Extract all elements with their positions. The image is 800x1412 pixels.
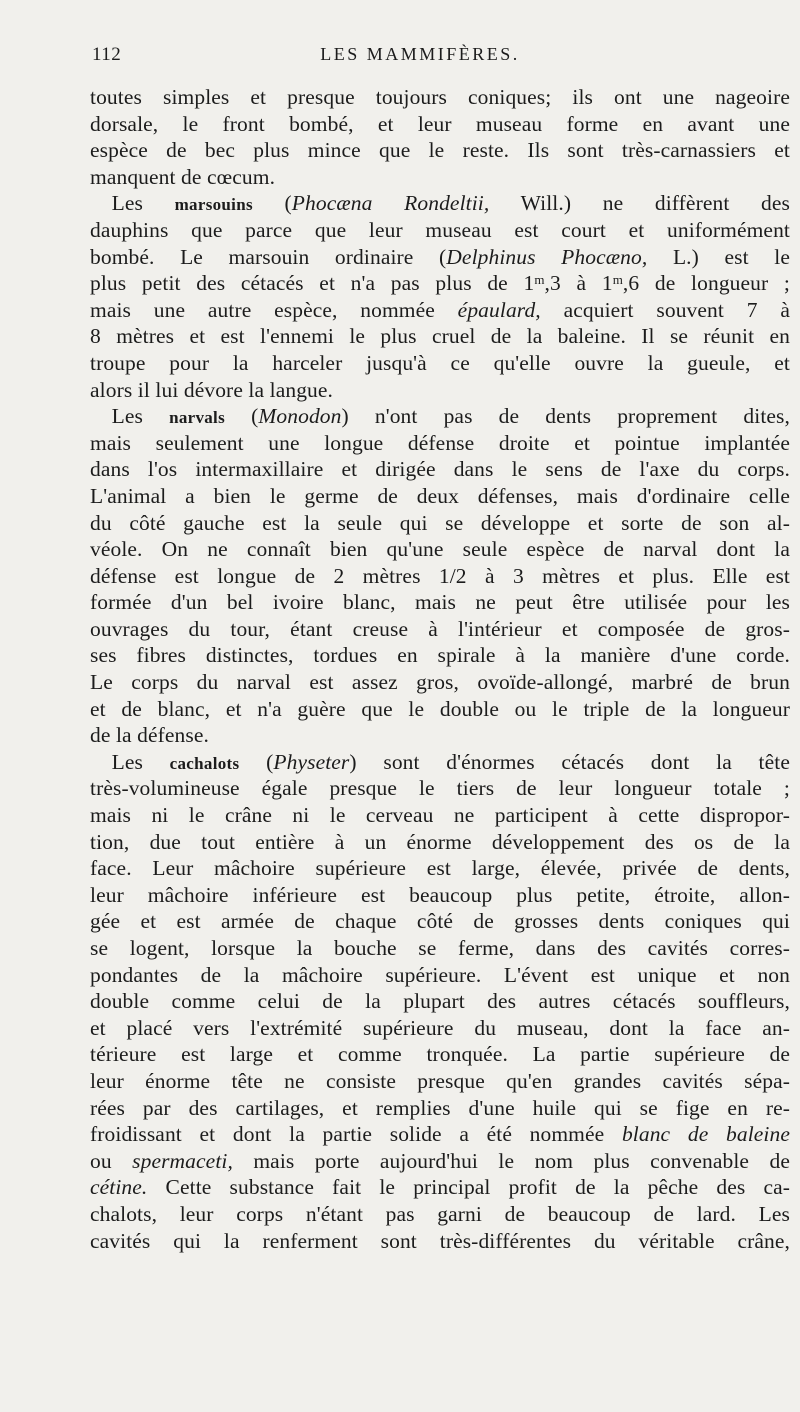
text-fragment: ( (284, 191, 292, 216)
latin-name: Physeter (273, 749, 350, 774)
unit-superscript: m (534, 272, 545, 288)
text-fragment: Will.) ne diffèrent des (520, 191, 790, 216)
running-title: LES MAMMIFÈRES. (320, 44, 520, 64)
text-line: espèce de bec plus mince que le reste. Ils sont très-carnassiers et (90, 138, 790, 163)
body-text (90, 84, 790, 1254)
text-line: dauphins que parce que leur museau est court et uniformément (90, 217, 790, 242)
text-fragment: ( (251, 404, 259, 429)
text-fragment: plus petit des cétacés et n'a pas plus de 1 (90, 271, 535, 296)
text-line: pondantes de la mâchoire supérieure. L'évent est unique et non (90, 962, 790, 987)
text-line: gée et est armée de chaque côté de grosses dents coniques qui (90, 909, 790, 934)
text-line (90, 244, 790, 271)
latin-name: Delphinus Phocæno, (446, 244, 648, 269)
text-fragment: ) n'ont pas de dents proprement dites, (341, 404, 790, 429)
text-line: leur mâchoire inférieure est beaucoup plus petite, étroite, allon- (90, 882, 790, 907)
text-line: manquent de cœcum. (90, 164, 276, 189)
text-fragment: ) sont d'énormes cétacés dont la tête (349, 749, 790, 774)
text-line: chalots, leur corps n'étant pas garni de beaucoup de lard. Les (90, 1201, 790, 1226)
text-line: face. Leur mâchoire supérieure est large, élevée, privée de dents, (90, 856, 790, 881)
text-line: leur énorme tête ne consiste presque qu'en grandes cavités sépa- (90, 1068, 790, 1093)
text-fragment: bombé. Le marsouin ordinaire ( (90, 244, 447, 269)
text-fragment: Les (111, 191, 143, 216)
text-line: véole. On ne connaît bien qu'une seule espèce de narval dont la (90, 537, 790, 562)
text-line: se logent, lorsque la bouche se ferme, dans des cavités corres- (90, 936, 790, 960)
text-line (90, 270, 790, 297)
page-number: 112 (92, 44, 122, 65)
text-fragment: ou (90, 1148, 112, 1173)
text-line: tion, due tout entière à un énorme développement des os de la (90, 829, 790, 854)
text-fragment: froidissant et dont la partie solide a été nommée (90, 1122, 605, 1147)
text-line: très-volumineuse égale presque le tiers de leur longueur totale ; (90, 776, 790, 801)
term-blanc-de-baleine: blanc de baleine (621, 1122, 790, 1147)
text-line: 8 mètres et est l'ennemi le plus cruel de la baleine. Il se réunit en (90, 324, 790, 349)
text-fragment: acquiert souvent 7 à (563, 297, 790, 322)
text-line: toutes simples et presque toujours coniques; ils ont une nageoire (90, 85, 790, 109)
paragraph-marsouins (90, 190, 790, 217)
text-line (90, 1174, 790, 1201)
text-line: ses fibres distinctes, tordues en spirale à la manière d'une corde. (90, 643, 790, 668)
text-line: mais ni le crâne ni le cerveau ne participent à cette dispropor- (90, 803, 790, 828)
text-line: térieure est large et comme tronquée. La partie supérieure de (90, 1042, 790, 1067)
latin-name: Phocæna Rondeltii, (291, 191, 490, 216)
species-name: épaulard, (457, 297, 541, 322)
text-line: rées par des cartilages, et remplies d'une huile qui se fige en re- (90, 1095, 790, 1120)
text-line: de la défense. (90, 723, 209, 748)
text-fragment: ,6 de longueur ; (622, 271, 790, 296)
text-line: double comme celui de la plupart des autres cétacés souffleurs, (90, 989, 790, 1014)
text-line: alors il lui dévore la langue. (90, 377, 334, 402)
text-fragment: Cette substance fait le principal profit de la pêche des ca- (165, 1175, 790, 1200)
text-line (90, 297, 790, 324)
text-fragment: mais une autre espèce, nommée (90, 297, 435, 322)
text-fragment: ,3 à 1 (544, 271, 613, 296)
text-fragment: L.) est le (672, 244, 790, 269)
unit-superscript: m (612, 272, 623, 288)
term-narvals: narvals (169, 408, 226, 428)
text-line: du côté gauche est la seule qui se développe et sorte de son al- (90, 510, 790, 535)
text-line: dans l'os intermaxillaire et dirigée dans le sens de l'axe du corps. (90, 457, 790, 482)
term-cachalots: cachalots (169, 753, 240, 773)
text-line: cavités qui la renferment sont très-différentes du véritable crâne, (90, 1228, 790, 1253)
text-line: défense est longue de 2 mètres 1/2 à 3 mètres et plus. Elle est (90, 563, 790, 588)
paragraph-cachalots (90, 749, 790, 776)
term-marsouins: marsouins (174, 195, 253, 215)
text-line: mais seulement une longue défense droite et pointue implantée (90, 430, 790, 455)
text-line: formée d'un bel ivoire blanc, mais ne peut être utilisée pour les (90, 590, 790, 615)
page-header (0, 44, 800, 74)
text-line (90, 1148, 790, 1175)
text-line: et de blanc, et n'a guère que le double ou le triple de la longueur (90, 696, 790, 721)
text-fragment: Les (111, 749, 143, 774)
text-fragment: Les (111, 404, 143, 429)
text-fragment: mais porte aujourd'hui le nom plus convenable de (253, 1148, 790, 1173)
text-fragment: ( (266, 749, 274, 774)
text-line: troupe pour la harceler jusqu'à ce qu'elle ouvre la gueule, et (90, 350, 790, 375)
term-cetine: cétine. (90, 1175, 148, 1200)
latin-name: Monodon (258, 404, 342, 429)
text-line: Le corps du narval est assez gros, ovoïde-allongé, marbré de brun (90, 670, 790, 695)
text-line: ouvrages du tour, étant creuse à l'intérieur et composée de gros- (90, 616, 790, 641)
paragraph-narvals (90, 403, 790, 430)
text-line: dorsale, le front bombé, et leur museau forme en avant une (90, 111, 790, 136)
text-line: L'animal a bien le germe de deux défenses, mais d'ordinaire celle (90, 483, 790, 508)
term-spermaceti: spermaceti, (132, 1148, 233, 1173)
text-line: et placé vers l'extrémité supérieure du museau, dont la face an- (90, 1015, 790, 1040)
text-line (90, 1121, 790, 1148)
